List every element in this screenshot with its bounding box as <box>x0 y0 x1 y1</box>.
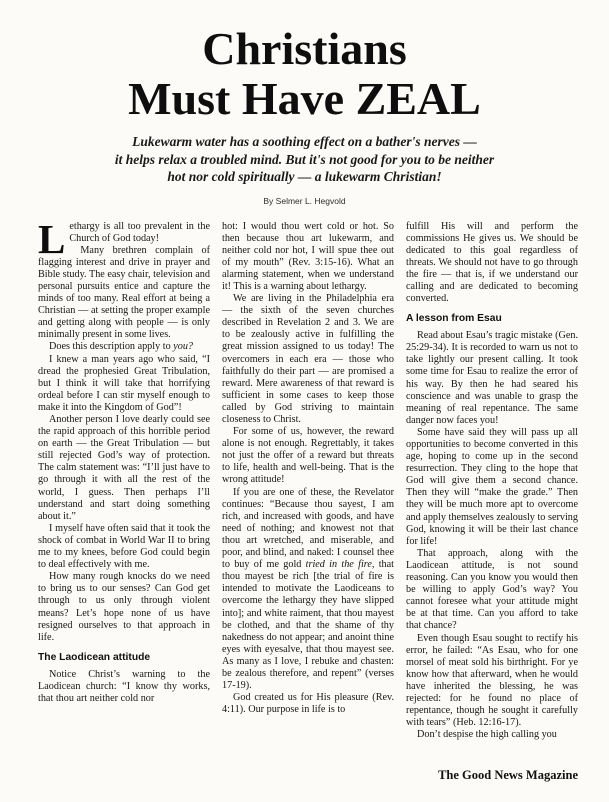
text-segment: Does this description apply to <box>49 341 174 353</box>
paragraph <box>222 293 394 426</box>
paragraph <box>38 414 210 523</box>
article-body <box>38 215 578 742</box>
text-segment: If you are one of these, the Revelator continues: “Because thou sayest, I am rich, and increased with goods, and have need of nothing; and knowest not that thou art wretched, and miserable, and poor, and blind, and naked: I counsel thee to buy of me gold <box>222 486 394 571</box>
text-segment: , that thou mayest be rich [the trial of fire is intended to motivate the Laodiceans to overcome the lethargy they have slipped into]; and white raiment, that thou mayest be clothed, and that the shame of thy nakedness do not appear; and anoint thine eyes with eyesalve, that thou mayest see. As many as I love, I rebuke and chasten: be zealous therefore, and repent” (verses 17-19). <box>222 559 394 692</box>
text-segment: Another person I love dearly could see the rapid approach of this horrible period on earth — the Great Tribulation — but still rejected God’s way of protection. The calm statement was: “I’ll just have to go through it with all the rest of the world, I guess. Then perhaps I’ll understand and start doing something about it.” <box>38 414 210 522</box>
text-segment: Read about Esau’s tragic mistake (Gen. 25:29-34). It is recorded to warn us not to take lightly our present calling. It took some time for Esau to realize the error of his way. By then he had seared his conscience and was unable to grasp the meaning of real repentance. The same danger now faces you! <box>406 330 578 426</box>
text-segment: Some have said they will pass up all opportunities to become converted in this age, hoping to come up in the second resurrection. They cling to the hope that God will give them a second chance. Then they will “make the grade.” Then they will be much more apt to overcome and apply themselves zealously to serving God, knowing it will be their last chance for life! <box>406 426 578 547</box>
text-segment: Many brethren complain of flagging interest and drive in prayer and Bible study. The easy chair, television and personal pursuits entice and capture the minds of too many. Real effort at being a Christian — at setting the proper example and getting along with people — is only minimally present in some lives. <box>38 244 210 341</box>
paragraph <box>406 330 578 427</box>
article-title <box>0 24 609 124</box>
text-segment: hot: I would thou wert cold or hot. So then because thou art lukewarm, and neither cold nor hot, I will spue thee out of my mouth” (Rev. 3:15-16). What an alarming statement, when we understand it! This is a warning about lethargy. <box>222 220 394 292</box>
deck-line-2: it helps relax a troubled mind. But it's not good for you to be neither <box>114 151 495 167</box>
paragraph <box>406 548 578 633</box>
paragraph <box>38 523 210 571</box>
article-column-1 <box>38 215 210 742</box>
paragraph <box>222 426 394 486</box>
byline: By Selmer L. Hegvold <box>263 195 346 206</box>
paragraph <box>38 341 210 353</box>
text-segment: We are living in the Philadelphia era — the sixth of the seven churches described in Revelation 2 and 3. We are to be zealously active in fulfilling the great mission assigned to us today! The overcomers in each era — those who faithfully do their part — are promised a reward. Mere awareness of that reward is sufficient in some cases to keep those called by God striving to maintain closeness to Christ. <box>222 293 394 425</box>
text-segment: fulfill His will and perform the commissions He gives us. We should be dedicated to this goal regardless of threats. We should not have to go through the fire — that is, if we understand our calling and are dedicated to becoming converted. <box>406 220 578 305</box>
paragraph <box>38 215 210 262</box>
deck-line-1: Lukewarm water has a soothing effect on a bather's nerves — <box>132 134 477 149</box>
article-column-3 <box>406 221 578 742</box>
article-title-line-2: Must Have ZEAL <box>128 73 481 124</box>
text-segment: Even though Esau sought to rectify his error, he failed: “As Esau, who for one morsel of meat sold his birthright. For ye know how that afterward, when he would have inherited the blessing, he was rejected: for he found no place of repentance, though he sought it carefully with tears” (Heb. 12:16-17). <box>406 632 578 729</box>
text-segment: I myself have often said that it took the shock of combat in World War II to bring me to my knees, before God could begin to deal effectively with me. <box>38 522 210 571</box>
paragraph <box>222 221 394 294</box>
paragraph <box>406 427 578 548</box>
paragraph <box>38 245 210 342</box>
paragraph <box>406 221 578 306</box>
text-segment: A lesson from Esau <box>406 313 502 325</box>
text-segment: The Laodicean attitude <box>38 651 151 663</box>
text-segment: you? <box>173 341 194 353</box>
text-segment: For some of us, however, the reward alone is not enough. Regrettably, it takes not just the offer of a reward but threats to life, health and well-being. That is the wrong attitude! <box>222 426 394 486</box>
text-segment: I knew a man years ago who said, “I dread the prophesied Great Tribulation, but I think it will take that horrifying ordeal before I can stir myself enough to make it into the Kingdom of God”! <box>38 353 210 413</box>
section-heading <box>406 313 578 325</box>
text-segment: God created us for His pleasure (Rev. 4:11). Our purpose in life is to <box>222 692 394 716</box>
article-column-2 <box>222 221 394 742</box>
paragraph <box>38 571 210 644</box>
paragraph <box>38 354 210 414</box>
deck-line-3: hot nor cold spiritually — a lukewarm Christian! <box>167 169 442 184</box>
text-segment: That approach, along with the Laodicean attitude, is not sound reasoning. Can you know you would then be willing to apply God’s way? You cannot foresee what your attitude might be at that time. Can you afford to take that chance? <box>406 547 578 632</box>
text-segment: How many rough knocks do we need to bring us to our senses? Can God get through to us only through violent means? Let’s hope none of us have resigned ourselves to that approach in life. <box>38 571 210 643</box>
magazine-name: The Good News Magazine <box>438 768 578 782</box>
text-segment: ethargy is all too prevalent in the Church of God today! <box>69 220 210 244</box>
paragraph <box>222 692 394 716</box>
paragraph <box>406 633 578 730</box>
drop-cap: L <box>38 215 66 262</box>
section-heading <box>38 652 210 664</box>
text-segment: tried in the fire <box>305 559 372 571</box>
article-deck <box>0 133 609 186</box>
paragraph <box>38 669 210 705</box>
article-title-line-1: Christians <box>202 23 407 74</box>
paragraph <box>406 729 578 741</box>
text-segment: Notice Christ’s warning to the Laodicean church: “I know thy works, that thou art neither cold nor <box>38 668 210 704</box>
paragraph <box>222 487 394 693</box>
text-segment: Don’t despise the high calling you <box>417 729 557 741</box>
